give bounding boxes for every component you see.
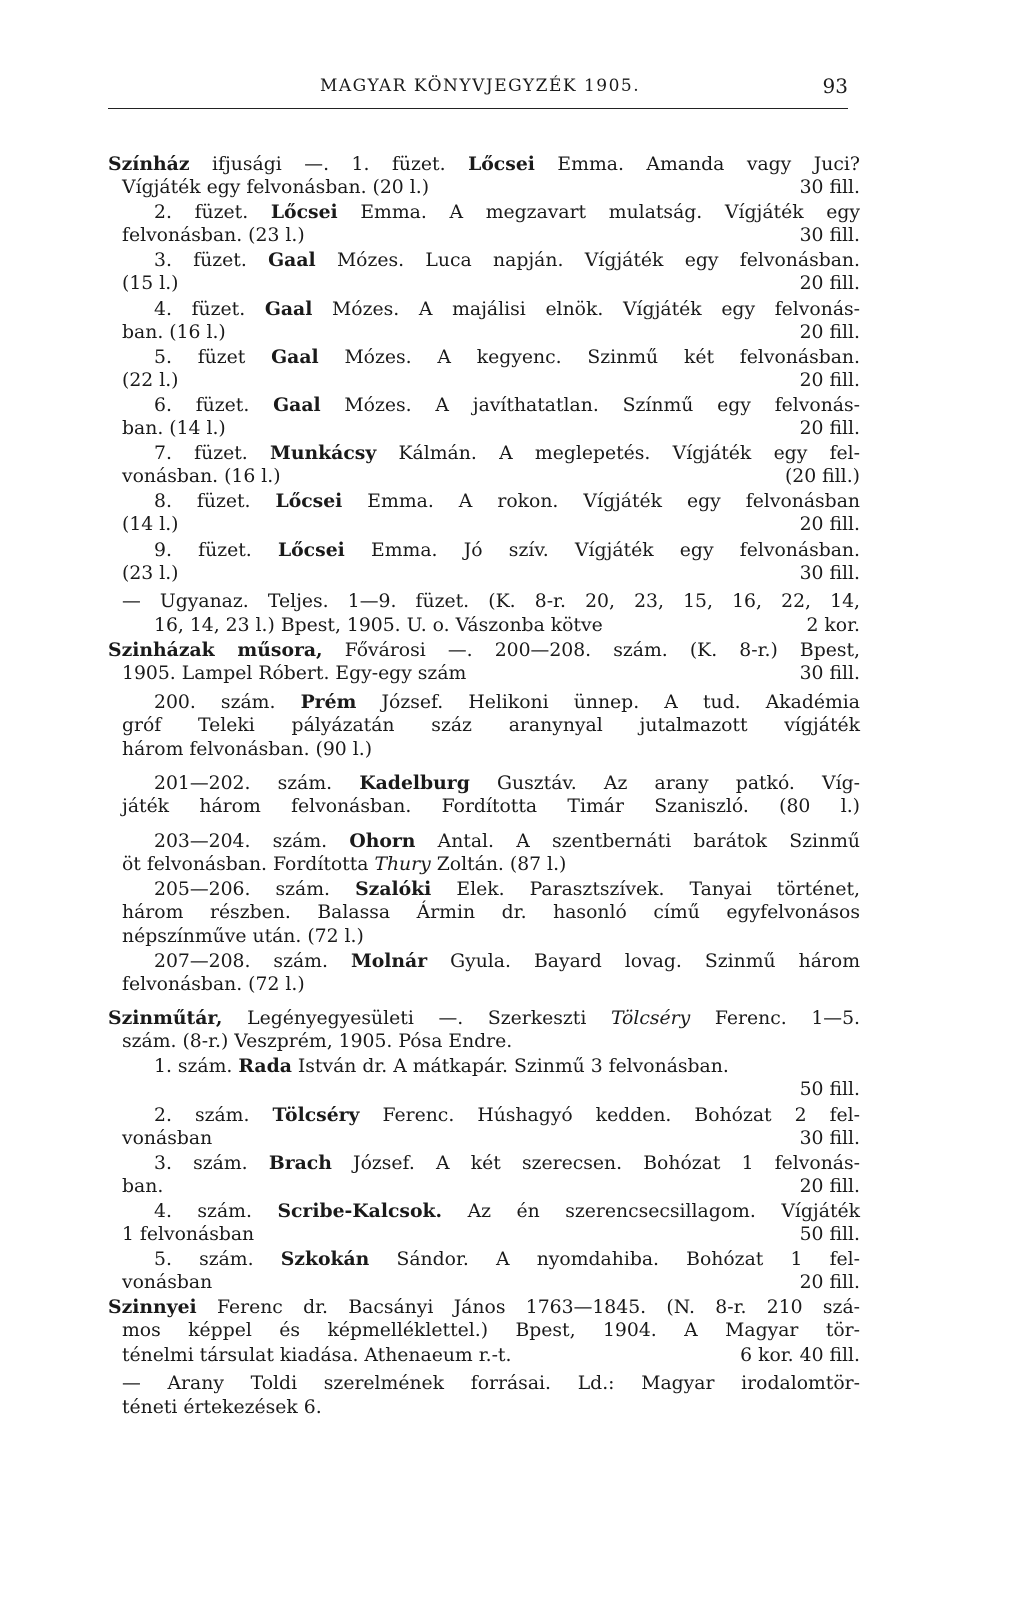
- price: 50 fill.: [799, 1079, 860, 1101]
- price: (20 fill.): [784, 466, 860, 488]
- text-line: [108, 417, 860, 441]
- text-line: [108, 1295, 860, 1319]
- line-text: (22 l.): [122, 369, 179, 391]
- line-text: ban.: [122, 1175, 164, 1197]
- price: 20 fill.: [799, 369, 860, 391]
- line-text: 9. füzet. Lőcsei Emma. Jó szív. Vígjáték egy felvonásban.: [154, 538, 860, 561]
- line-text: 3. szám. Brach József. A két szerecsen. Bohózat 1 felvonás-: [154, 1151, 860, 1174]
- line-text: Színház ifjusági —. 1. füzet. Lőcsei Emma. Amanda vagy Juci?: [108, 153, 861, 175]
- catalog-entries: [108, 152, 860, 1420]
- line-text: vonásban: [122, 1127, 213, 1149]
- line-text: 8. füzet. Lőcsei Emma. A rokon. Vígjáték egy felvonásban: [154, 490, 860, 513]
- line-text: (15 l.): [122, 273, 179, 295]
- text-line: [108, 1175, 860, 1199]
- text-line: [108, 614, 860, 638]
- text-line: [108, 1151, 860, 1175]
- text-line: [108, 690, 860, 714]
- line-text: 3. füzet. Gaal Mózes. Luca napján. Vígjáték egy felvonásban.: [154, 249, 860, 272]
- line-text: három részben. Balassa Ármin dr. hasonló című egyfelvonásos: [122, 901, 860, 923]
- line-text: Szinműtár, Legényegyesületi —. Szerkeszti Tölcséry Ferenc. 1—5.: [108, 1007, 860, 1030]
- line-text: 203—204. szám. Ohorn Antal. A szentbernáti barátok Szinmű: [154, 829, 860, 852]
- price: 20 fill.: [799, 273, 860, 295]
- line-text: 207—208. szám. Molnár Gyula. Bayard lovag. Szinmű három: [154, 950, 860, 972]
- price: 6 kor. 40 fill.: [740, 1344, 860, 1366]
- text-line: [108, 152, 860, 176]
- text-line: [108, 489, 860, 513]
- text-line: [108, 224, 860, 248]
- text-line: [108, 1271, 860, 1295]
- text-line: [108, 538, 860, 562]
- line-text: 5. szám. Szkokán Sándor. A nyomdahiba. Bohózat 1 fel-: [154, 1248, 860, 1271]
- line-text: 2. szám. Tölcséry Ferenc. Húshagyó kedden. Bohózat 2 fel-: [154, 1103, 860, 1126]
- text-line: [108, 771, 860, 795]
- text-line: [108, 877, 860, 901]
- header-rule: [108, 108, 848, 109]
- line-text: Szinházak műsora, Fővárosi —. 200—208. szám. (K. 8-r.) Bpest,: [108, 638, 860, 661]
- page-number: 93: [822, 74, 848, 98]
- text-line: [108, 248, 860, 272]
- running-header: [108, 74, 848, 104]
- price: 30 fill.: [799, 225, 860, 247]
- line-text: 4. szám. Scribe-Kalcsok. Az én szerencsecsillagom. Vígjáték: [154, 1199, 860, 1222]
- line-text: ban. (16 l.): [122, 321, 226, 343]
- text-line: [108, 200, 860, 224]
- price: 20 fill.: [799, 418, 860, 440]
- line-text: 200. szám. Prém József. Helikoni ünnep. A tud. Akadémia: [154, 691, 860, 714]
- line-text: felvonásban. (72 l.): [122, 974, 305, 996]
- text-line: [108, 272, 860, 296]
- text-line: [108, 714, 860, 738]
- text-line: [108, 853, 860, 877]
- text-line: [108, 1030, 860, 1054]
- text-line: [108, 925, 860, 949]
- line-text: vonásban: [122, 1272, 213, 1294]
- text-line: [108, 949, 860, 973]
- price: 30 fill.: [799, 562, 860, 584]
- text-line: [108, 321, 860, 345]
- header-title: MAGYAR KÖNYVJEGYZÉK 1905.: [320, 76, 641, 96]
- line-text: ban. (14 l.): [122, 418, 226, 440]
- line-text: (14 l.): [122, 514, 179, 536]
- text-line: [108, 297, 860, 321]
- price: 30 fill.: [799, 662, 860, 684]
- price: 30 fill.: [799, 177, 860, 199]
- price: 50 fill.: [799, 1224, 860, 1246]
- line-text: 6. füzet. Gaal Mózes. A javíthatatlan. Színmű egy felvonás-: [154, 393, 860, 416]
- text-line: [108, 1103, 860, 1127]
- price: 2 kor.: [806, 614, 860, 636]
- text-line: [108, 738, 860, 762]
- line-text: 4. füzet. Gaal Mózes. A majálisi elnök. Vígjáték egy felvonás-: [154, 297, 860, 320]
- text-line: [108, 393, 860, 417]
- text-line: [108, 562, 860, 586]
- text-line: [108, 638, 860, 662]
- text-line: [108, 1054, 860, 1078]
- text-line: [108, 590, 860, 614]
- line-text: 16, 14, 23 l.) Bpest, 1905. U. o. Vászonba kötve: [154, 614, 603, 636]
- text-line: [108, 1223, 860, 1247]
- line-text: ténelmi társulat kiadása. Athenaeum r.-t.: [122, 1344, 512, 1366]
- text-line: [108, 1006, 860, 1030]
- line-text: Vígjáték egy felvonásban. (20 l.): [122, 177, 430, 199]
- text-line: [108, 973, 860, 997]
- line-text: 1 felvonásban: [122, 1224, 255, 1246]
- line-text: felvonásban. (23 l.): [122, 225, 305, 247]
- text-line: [108, 1396, 860, 1420]
- line-text: gróf Teleki pályázatán száz aranynyal jutalmazott vígjáték: [122, 715, 860, 737]
- price: 20 fill.: [799, 1272, 860, 1294]
- text-line: [108, 345, 860, 369]
- line-text: Szinnyei Ferenc dr. Bacsányi János 1763—1845. (N. 8-r. 210 szá-: [108, 1296, 860, 1319]
- text-line: [108, 795, 860, 819]
- text-line: [108, 513, 860, 537]
- line-text: népszínműve után. (72 l.): [122, 925, 364, 947]
- line-text: mos képpel és képmelléklettel.) Bpest, 1904. A Magyar tör-: [122, 1320, 860, 1342]
- line-text: 205—206. szám. Szalóki Elek. Parasztszívek. Tanyai történet,: [154, 877, 860, 900]
- line-text: 5. füzet Gaal Mózes. A kegyenc. Szinmű két felvonásban.: [154, 345, 860, 368]
- text-line: [108, 1078, 860, 1102]
- text-line: [108, 176, 860, 200]
- line-text: — Ugyanaz. Teljes. 1—9. füzet. (K. 8-r. 20, 23, 15, 16, 22, 14,: [122, 590, 860, 612]
- line-text: játék három felvonásban. Fordította Timár Szaniszló. (80 l.): [122, 796, 860, 818]
- text-line: [108, 1127, 860, 1151]
- text-line: [108, 369, 860, 393]
- price: 20 fill.: [799, 1175, 860, 1197]
- text-line: [108, 1199, 860, 1223]
- text-line: [108, 1372, 860, 1396]
- line-text: (23 l.): [122, 562, 179, 584]
- line-text: téneti értekezések 6.: [122, 1396, 322, 1418]
- text-line: [108, 901, 860, 925]
- line-text: három felvonásban. (90 l.): [122, 739, 373, 761]
- line-text: 1905. Lampel Róbert. Egy-egy szám: [122, 662, 467, 684]
- text-line: [108, 441, 860, 465]
- line-text: 7. füzet. Munkácsy Kálmán. A meglepetés. Vígjáték egy fel-: [154, 442, 860, 465]
- price: 30 fill.: [799, 1127, 860, 1149]
- text-line: [108, 662, 860, 686]
- line-text: 1. szám. Rada István dr. A mátkapár. Szinmű 3 felvonásban.: [154, 1055, 729, 1078]
- line-text: — Arany Toldi szerelmének forrásai. Ld.: Magyar irodalomtör-: [122, 1372, 860, 1394]
- line-text: vonásban. (16 l.): [122, 466, 281, 488]
- text-line: [108, 829, 860, 853]
- text-line: [108, 1344, 860, 1368]
- text-line: [108, 1247, 860, 1271]
- price: 20 fill.: [799, 514, 860, 536]
- line-text: 201—202. szám. Kadelburg Gusztáv. Az arany patkó. Víg-: [154, 772, 860, 795]
- price: 20 fill.: [799, 321, 860, 343]
- text-line: [108, 465, 860, 489]
- line-text: öt felvonásban. Fordította Thury Zoltán. (87 l.): [122, 853, 567, 875]
- line-text: szám. (8-r.) Veszprém, 1905. Pósa Endre.: [122, 1031, 513, 1053]
- text-line: [108, 1319, 860, 1343]
- line-text: 2. füzet. Lőcsei Emma. A megzavart mulatság. Vígjáték egy: [154, 201, 861, 224]
